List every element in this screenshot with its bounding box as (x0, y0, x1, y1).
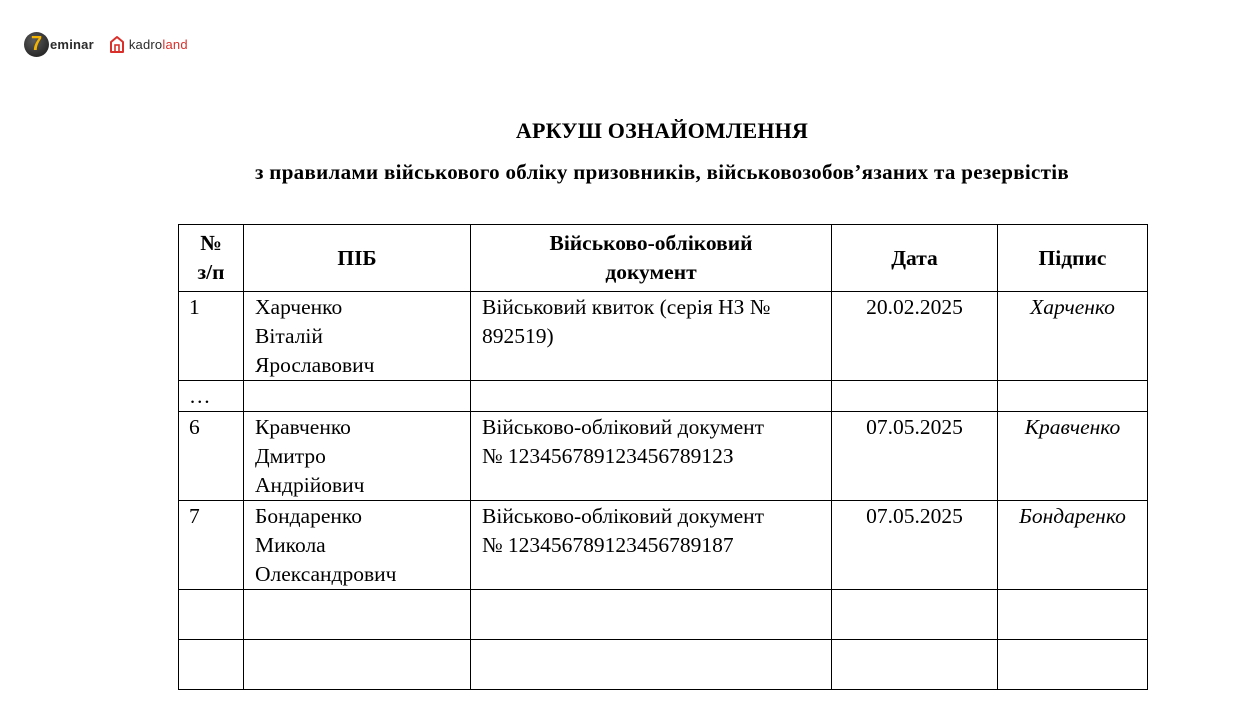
cell-signature (998, 292, 1148, 381)
cell-num (179, 501, 244, 590)
cell-signature (998, 381, 1148, 412)
header-doc-label: Військово-обліковий документ (549, 231, 753, 284)
cell-empty (179, 590, 244, 640)
cell-num (179, 412, 244, 501)
acquaintance-table (178, 224, 1148, 690)
cell-name-text: Кравченко Дмитро Андрійович (255, 415, 365, 497)
table-header-row (179, 225, 1148, 292)
kadroland-text-red: land (162, 36, 188, 52)
cell-date-text: 20.02.2025 (866, 295, 963, 319)
seminar-logo-mark (24, 32, 49, 57)
cell-date (832, 292, 998, 381)
kadroland-house-icon (108, 34, 126, 54)
cell-signature-text: Харченко (1030, 295, 1115, 319)
cell-doc (471, 381, 832, 412)
cell-doc (471, 501, 832, 590)
header-doc (471, 225, 832, 292)
table-row-empty (179, 590, 1148, 640)
header-date-label: Дата (891, 245, 938, 270)
cell-date-text: 07.05.2025 (866, 504, 963, 528)
header-name (244, 225, 471, 292)
cell-name (244, 381, 471, 412)
kadroland-logo-text (129, 37, 188, 52)
cell-name-text: Харченко Віталій Ярославович (255, 295, 375, 377)
cell-doc (471, 412, 832, 501)
header-name-label: ПІБ (337, 245, 377, 270)
cell-num-text: … (189, 384, 211, 408)
cell-name (244, 292, 471, 381)
cell-empty (832, 640, 998, 690)
cell-empty (244, 640, 471, 690)
header-sign (998, 225, 1148, 292)
kadroland-text-dark: kadro (128, 36, 163, 52)
header-date (832, 225, 998, 292)
cell-empty (471, 640, 832, 690)
cell-empty (998, 590, 1148, 640)
document-title: АРКУШ ОЗНАЙОМЛЕННЯ (515, 118, 809, 143)
cell-date (832, 412, 998, 501)
table-row-ellipsis (179, 381, 1148, 412)
cell-doc-text: Військовий квиток (серія НЗ № 892519) (482, 295, 771, 348)
cell-empty (832, 590, 998, 640)
document-subtitle: з правилами військового обліку призовників, військовозобов’язаних та резервістів (255, 160, 1069, 184)
cell-empty (998, 640, 1148, 690)
table-row (179, 501, 1148, 590)
cell-num-text: 6 (189, 415, 200, 439)
header-logos (24, 30, 188, 58)
seminar-logo (24, 32, 94, 57)
cell-signature-text: Бондаренко (1019, 504, 1126, 528)
cell-date-text: 07.05.2025 (866, 415, 963, 439)
cell-doc (471, 292, 832, 381)
table-row (179, 292, 1148, 381)
cell-num-text: 1 (189, 295, 200, 319)
table-row-empty (179, 640, 1148, 690)
cell-empty (244, 590, 471, 640)
cell-name (244, 412, 471, 501)
cell-date (832, 501, 998, 590)
cell-empty (471, 590, 832, 640)
cell-signature (998, 501, 1148, 590)
cell-date (832, 381, 998, 412)
cell-name-text: Бондаренко Микола Олександрович (255, 504, 397, 586)
cell-doc-text: Військово-обліковий документ № 12345678912345678912З (482, 415, 765, 468)
header-sign-label: Підпис (1038, 245, 1107, 270)
cell-signature-text: Кравченко (1024, 415, 1121, 439)
header-num (179, 225, 244, 292)
cell-name (244, 501, 471, 590)
seminar-logo-digit: 7 (30, 32, 43, 55)
cell-num-text: 7 (189, 504, 200, 528)
kadroland-logo (108, 34, 188, 54)
cell-num (179, 381, 244, 412)
table-row (179, 412, 1148, 501)
cell-doc-text: Військово-обліковий документ № 123456789123456789187 (482, 504, 765, 557)
seminar-logo-text: eminar (50, 36, 94, 52)
cell-signature (998, 412, 1148, 501)
cell-num (179, 292, 244, 381)
cell-empty (179, 640, 244, 690)
header-num-label: № з/п (197, 231, 225, 284)
